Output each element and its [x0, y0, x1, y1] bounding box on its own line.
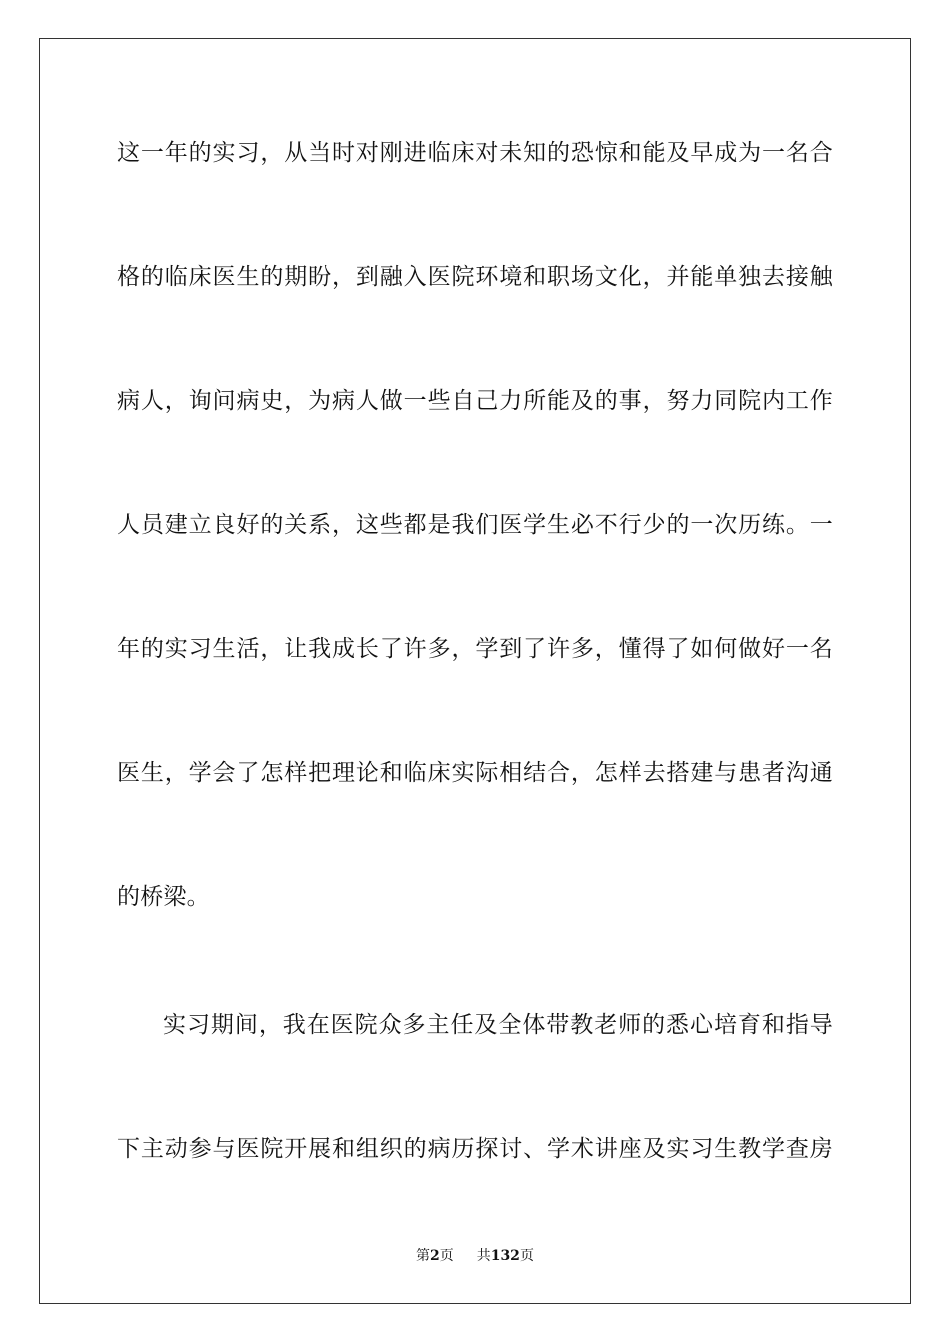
- total-suffix: 页: [519, 1248, 534, 1264]
- body-text-line-7: 的桥梁。: [117, 884, 210, 910]
- body-text-line-9: 下主动参与医院开展和组织的病历探讨、学术讲座及实习生教学查房: [117, 1136, 833, 1162]
- total-pages: 132: [490, 1248, 520, 1264]
- page-prefix: 第: [416, 1248, 431, 1264]
- body-text-line-2: 格的临床医生的期盼，到融入医院环境和职场文化，并能单独去接触: [117, 264, 833, 290]
- total-prefix: 共: [476, 1248, 491, 1264]
- page-footer: [0, 1246, 950, 1266]
- body-text-line-6: 医生，学会了怎样把理论和临床实际相结合，怎样去搭建与患者沟通: [117, 760, 833, 786]
- body-text-line-4: 人员建立良好的关系，这些都是我们医学生必不行少的一次历练。一: [117, 512, 833, 538]
- body-text-line-5: 年的实习生活，让我成长了许多，学到了许多，懂得了如何做好一名: [117, 636, 833, 662]
- page-number: 2: [430, 1248, 440, 1264]
- body-text-line-8: 实习期间，我在医院众多主任及全体带教老师的悉心培育和指导: [163, 1012, 833, 1038]
- body-text-line-1: 这一年的实习，从当时对刚进临床对未知的恐惊和能及早成为一名合: [117, 140, 833, 166]
- page-suffix: 页: [439, 1248, 454, 1264]
- page-frame: [39, 38, 911, 1304]
- body-text-line-3: 病人，询问病史，为病人做一些自己力所能及的事，努力同院内工作: [117, 388, 833, 414]
